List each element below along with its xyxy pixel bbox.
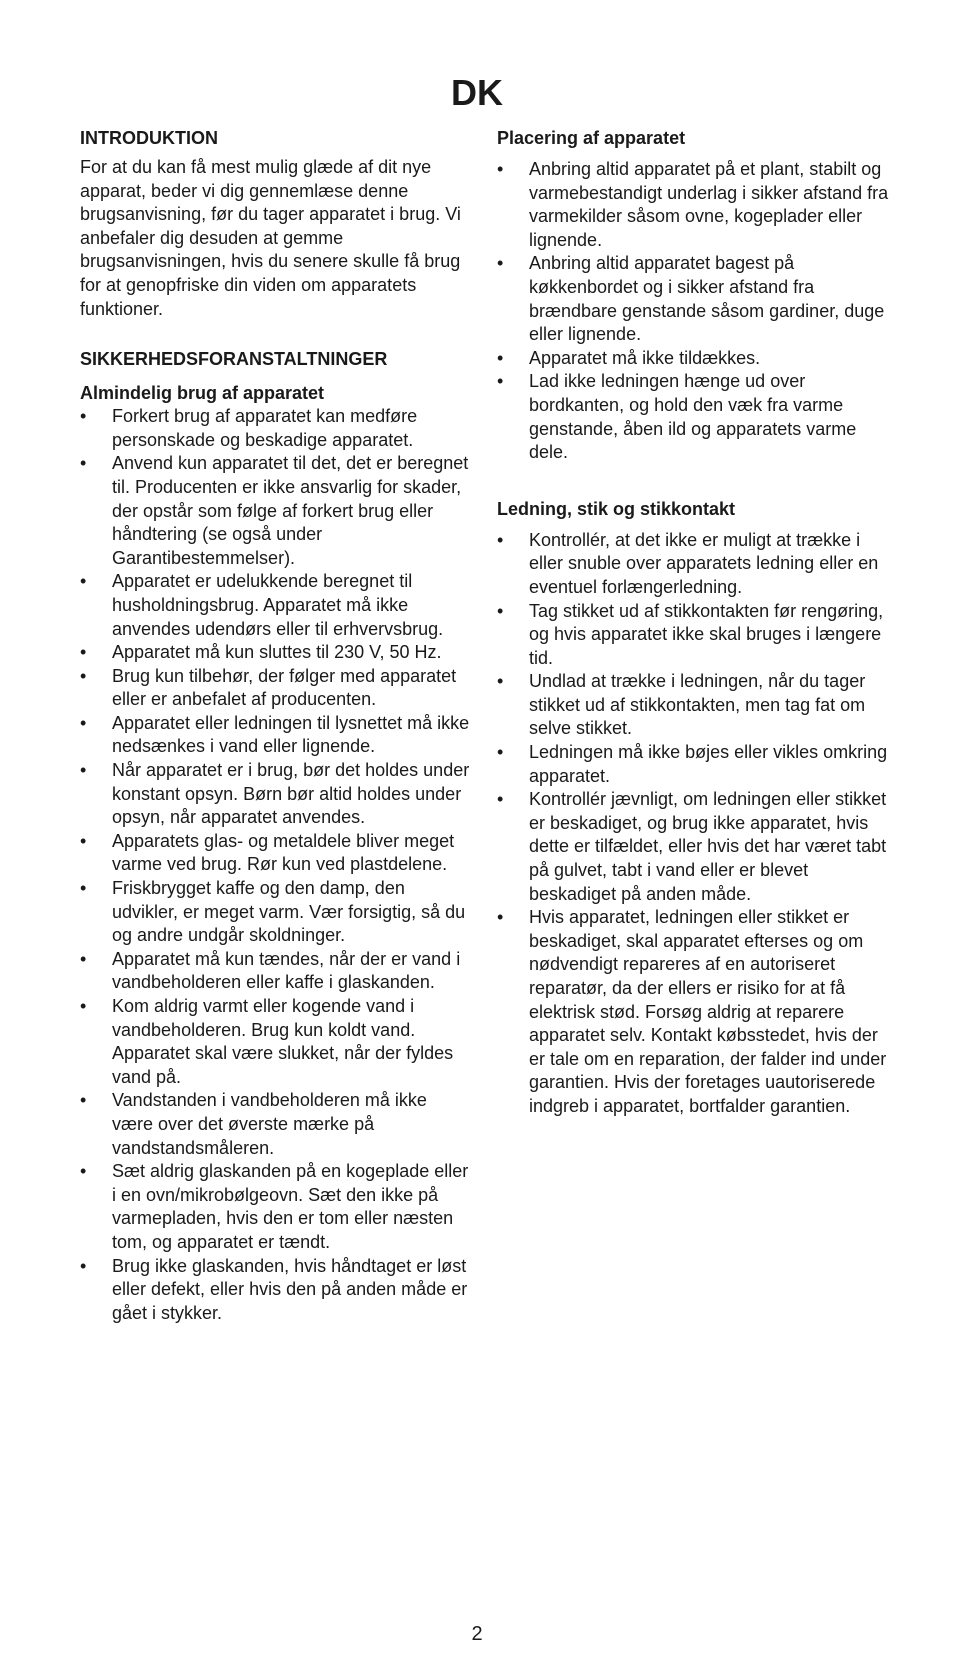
right-column <box>497 126 890 1119</box>
placement-subheading: Placering af apparatet <box>497 128 686 148</box>
bullet-icon: • <box>80 712 87 733</box>
list-item: • Hvis apparatet, ledningen eller stikket er beskadiget, skal apparatet efterses og om nødvendigt repareres af en autoriseret reparatør, da der ellers er risiko for at få elektrisk stød. Forsøg aldrig at reparere apparatet selv. Kontakt købsstedet, hvis der er tale om en reparation, der falder ind under garantien. Hvis der foretages uautoriserede indgreb i apparatet, bortfalder garantien. <box>497 907 887 1116</box>
bullet-icon: • <box>497 600 504 621</box>
left-column <box>80 126 470 1325</box>
list-item: • Apparatet eller ledningen til lysnettet må ikke nedsænkes i vand eller lignende. <box>80 712 470 757</box>
bullet-icon: • <box>497 371 504 392</box>
bullet-icon: • <box>80 665 87 686</box>
bullet-icon: • <box>80 1255 87 1276</box>
list-item: • Kontrollér, at det ikke er muligt at trække i eller snuble over apparatets ledning eller en eventuel forlængerledning. <box>497 529 879 597</box>
bullet-icon: • <box>497 529 504 550</box>
list-item: • Lad ikke ledningen hænge ud over bordkanten, og hold den væk fra varme genstande, åben ild og apparatets varme dele. <box>497 371 857 463</box>
bullet-icon: • <box>80 1161 87 1182</box>
list-item: • Kom aldrig varmt eller kogende vand i vandbeholderen. Brug kun koldt vand. Apparatet skal være slukket, når der fyldes vand på. <box>80 996 454 1087</box>
safety-heading: SIKKERHEDSFORANSTALTNINGER <box>80 349 388 370</box>
bullet-icon: • <box>80 453 87 474</box>
bullet-icon: • <box>497 789 504 810</box>
bullet-icon: • <box>80 830 87 851</box>
list-item: • Friskbrygget kaffe og den damp, den udvikler, er meget varm. Vær forsigtig, så du og andre undgår skoldninger. <box>80 878 466 946</box>
list-item: • Anbring altid apparatet bagest på køkkenbordet og i sikker afstand fra brændbare genstande såsom gardiner, duge eller lignende. <box>497 253 885 345</box>
list-item: • Apparatet må kun tændes, når der er vand i vandbeholderen eller kaffe i glaskanden. <box>80 948 461 993</box>
bullet-icon: • <box>497 742 504 763</box>
bullet-icon: • <box>80 996 87 1016</box>
list-item: • Apparatet må kun sluttes til 230 V, 50 Hz. <box>80 641 470 665</box>
general-use-subheading: Almindelig brug af apparatet <box>80 383 325 404</box>
list-item: • Brug kun tilbehør, der følger med apparatet eller er anbefalet af producenten. <box>80 665 457 710</box>
bullet-icon: • <box>497 253 504 274</box>
list-item: • Ledningen må ikke bøjes eller vikles omkring apparatet. <box>497 742 888 786</box>
list-item: • Vandstanden i vandbeholderen må ikke være over det øverste mærke på vandstandsmåleren. <box>80 1090 427 1158</box>
bullet-icon: • <box>80 1090 87 1111</box>
list-item: • Kontrollér jævnligt, om ledningen eller stikket er beskadiget, og brug ikke apparatet, hvis dette er tilfældet, eller hvis det har været tabt på gulvet, tabt i vand eller er blevet beskadiget på anden måde. <box>497 789 887 904</box>
bullet-icon: • <box>497 907 504 928</box>
list-item: • Når apparatet er i brug, bør det holdes under konstant opsyn. Børn bør altid holdes under opsyn, når apparatet anvendes. <box>80 760 470 828</box>
list-item: • Sæt aldrig glaskanden på en kogeplade eller i en ovn/mikrobølgeovn. Sæt den ikke på varmepladen, hvis den er tom eller næsten tom, og apparatet er tændt. <box>80 1161 469 1252</box>
intro-heading: INTRODUKTION <box>80 128 218 148</box>
bullet-icon: • <box>80 948 87 969</box>
list-item: • Anvend kun apparatet til det, det er beregnet til. Producenten er ikke ansvarlig for skader, der opstår som følge af forkert brug eller håndtering (se også under Garantibestemmelser). <box>80 453 469 568</box>
bullet-icon: • <box>80 878 87 899</box>
list-item: • Tag stikket ud af stikkontakten før rengøring, og hvis apparatet ikke skal bruges i længere tid. <box>497 600 884 668</box>
list-item: • Apparatet må ikke tildækkes. <box>497 347 890 371</box>
page-number: 2 <box>471 1623 483 1645</box>
general-use-list <box>80 405 470 1325</box>
intro-paragraph: For at du kan få mest mulig glæde af dit nye apparat, beder vi dig gennemlæse denne brugsanvisning, før du tager apparatet i brug. Vi anbefaler dig desuden at gemme brugsanvisningen, hvis du senere skulle få brug for at genopfriske din viden om apparatets funktioner. <box>80 157 461 319</box>
cord-list <box>497 529 890 1119</box>
list-item: • Forkert brug af apparatet kan medføre personskade og beskadige apparatet. <box>80 406 418 450</box>
bullet-icon: • <box>80 760 87 781</box>
list-item: • Undlad at trække i ledningen, når du tager stikket ud af stikkontakten, men tag fat om selve stikket. <box>497 671 866 739</box>
list-item: • Brug ikke glaskanden, hvis håndtaget er løst eller defekt, eller hvis den på anden måde er gået i stykker. <box>80 1255 468 1323</box>
placement-list <box>497 158 890 465</box>
page-title: DK <box>451 72 503 113</box>
bullet-icon: • <box>497 671 504 692</box>
bullet-icon: • <box>80 571 87 592</box>
bullet-icon: • <box>80 642 87 663</box>
list-item: • Anbring altid apparatet på et plant, stabilt og varmebestandigt underlag i sikker afstand fra varmekilder såsom ovne, kogeplader eller lignende. <box>497 159 889 250</box>
bullet-icon: • <box>497 347 504 368</box>
cord-subheading: Ledning, stik og stikkontakt <box>497 498 736 519</box>
list-item: • Apparatets glas- og metaldele bliver meget varme ved brug. Rør kun ved plastdelene. <box>80 830 455 875</box>
bullet-icon: • <box>497 159 504 179</box>
list-item: • Apparatet er udelukkende beregnet til husholdningsbrug. Apparatet må ikke anvendes udendørs eller til erhvervsbrug. <box>80 571 444 639</box>
bullet-icon: • <box>80 406 87 427</box>
